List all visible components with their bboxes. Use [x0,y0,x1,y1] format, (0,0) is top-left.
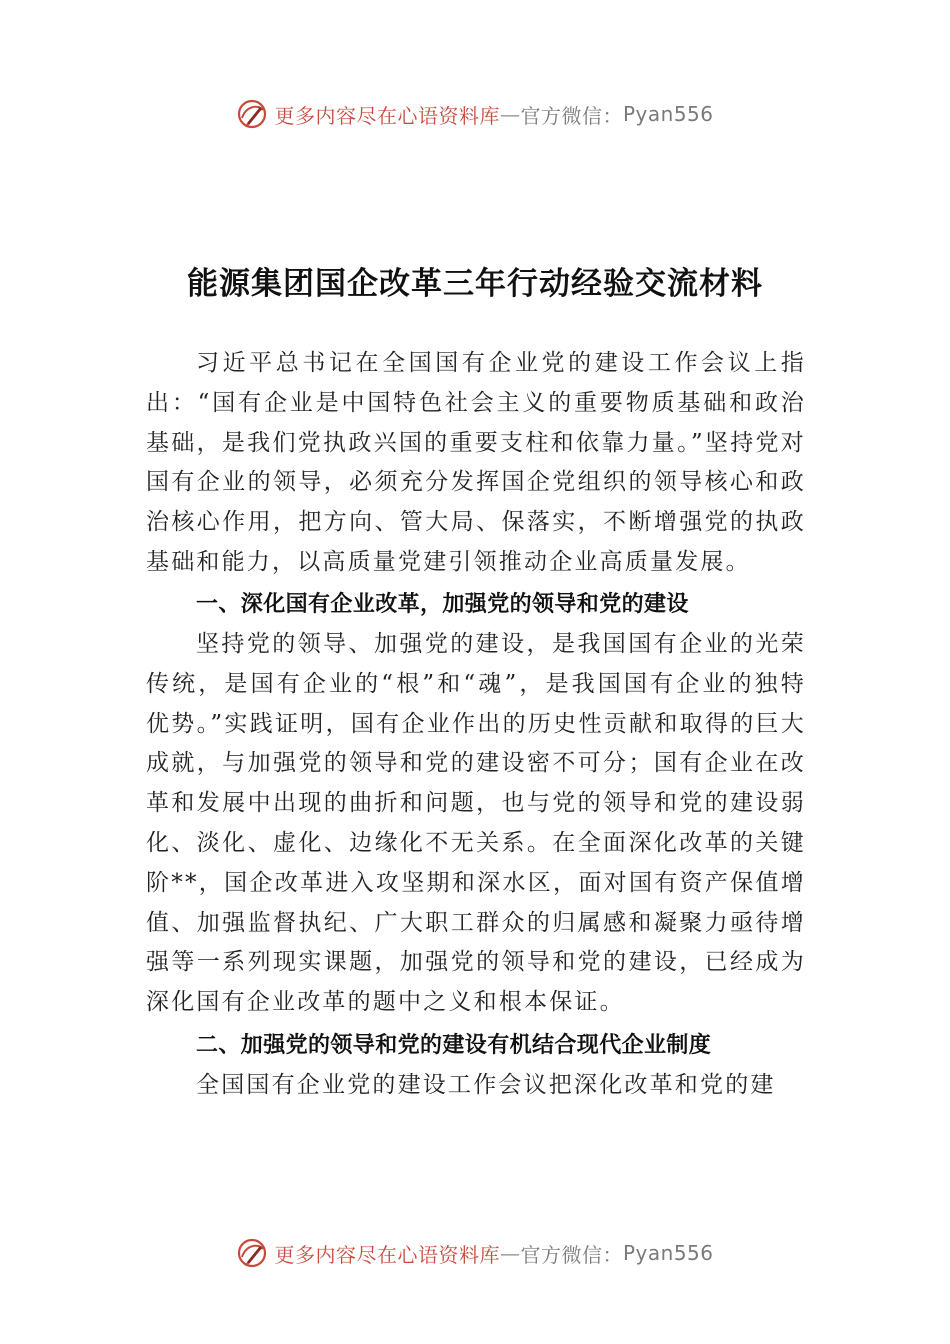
section-2-heading: 二、加强党的领导和党的建设有机结合现代企业制度 [196,1033,712,1058]
watermark-banner-bottom [0,1233,950,1273]
section-1-heading: 一、深化国有企业改革，加强党的领导和党的建设 [196,592,689,617]
watermark-wechat-id: Pyan556 [622,102,714,126]
watermark-wechat-id: Pyan556 [622,1241,714,1265]
watermark-separator: — [499,102,521,126]
section-2-paragraph-block [146,1066,806,1106]
section-1-paragraph-block [146,625,806,1023]
document-title: 能源集团国企改革三年行动经验交流材料 [187,266,763,302]
pen-swirl-logo-icon [236,1237,268,1269]
section-1-paragraph: 坚持党的领导、加强党的建设，是我国国有企业的光荣传统，是国有企业的“根”和“魂”，是我国国有企业的独特优势。”实践证明，国有企业作出的历史性贡献和取得的巨大成就，与加强党的领导和党的建设密不可分；国有企业在改革和发展中出现的曲折和问题，也与党的领导和党的建设弱化、淡化、虚化、边缘化不无关系。在全面深化改革的关键阶**，国企改革进入攻坚期和深水区，面对国有资产保值增值、加强监督执纪、广大职工群众的归属感和凝聚力亟待增强等一系列现实课题，加强党的领导和党的建设，已经成为深化国有企业改革的题中之义和根本保证。 [146,631,806,1016]
intro-paragraph-block [146,344,806,583]
watermark-brand-text: 更多内容尽在心语资料库 [274,103,500,128]
intro-paragraph: 习近平总书记在全国国有企业党的建设工作会议上指出：“国有企业是中国特色社会主义的重要物质基础和政治基础，是我们党执政兴国的重要支柱和依靠力量。”坚持党对国有企业的领导，必须充分发挥国企党组织的领导核心和政治核心作用，把方向、管大局、保落实，不断增强党的执政基础和能力，以高质量党建引领推动企业高质量发展。 [146,350,806,575]
watermark-wechat-label: 官方微信： [520,1242,623,1267]
watermark-banner-top [0,94,950,134]
watermark-separator: — [499,1241,521,1265]
watermark-wechat-label: 官方微信： [520,103,623,128]
watermark-brand-text: 更多内容尽在心语资料库 [274,1242,500,1267]
pen-swirl-logo-icon [236,98,268,130]
section-2-paragraph: 全国国有企业党的建设工作会议把深化改革和党的建 [196,1072,776,1098]
